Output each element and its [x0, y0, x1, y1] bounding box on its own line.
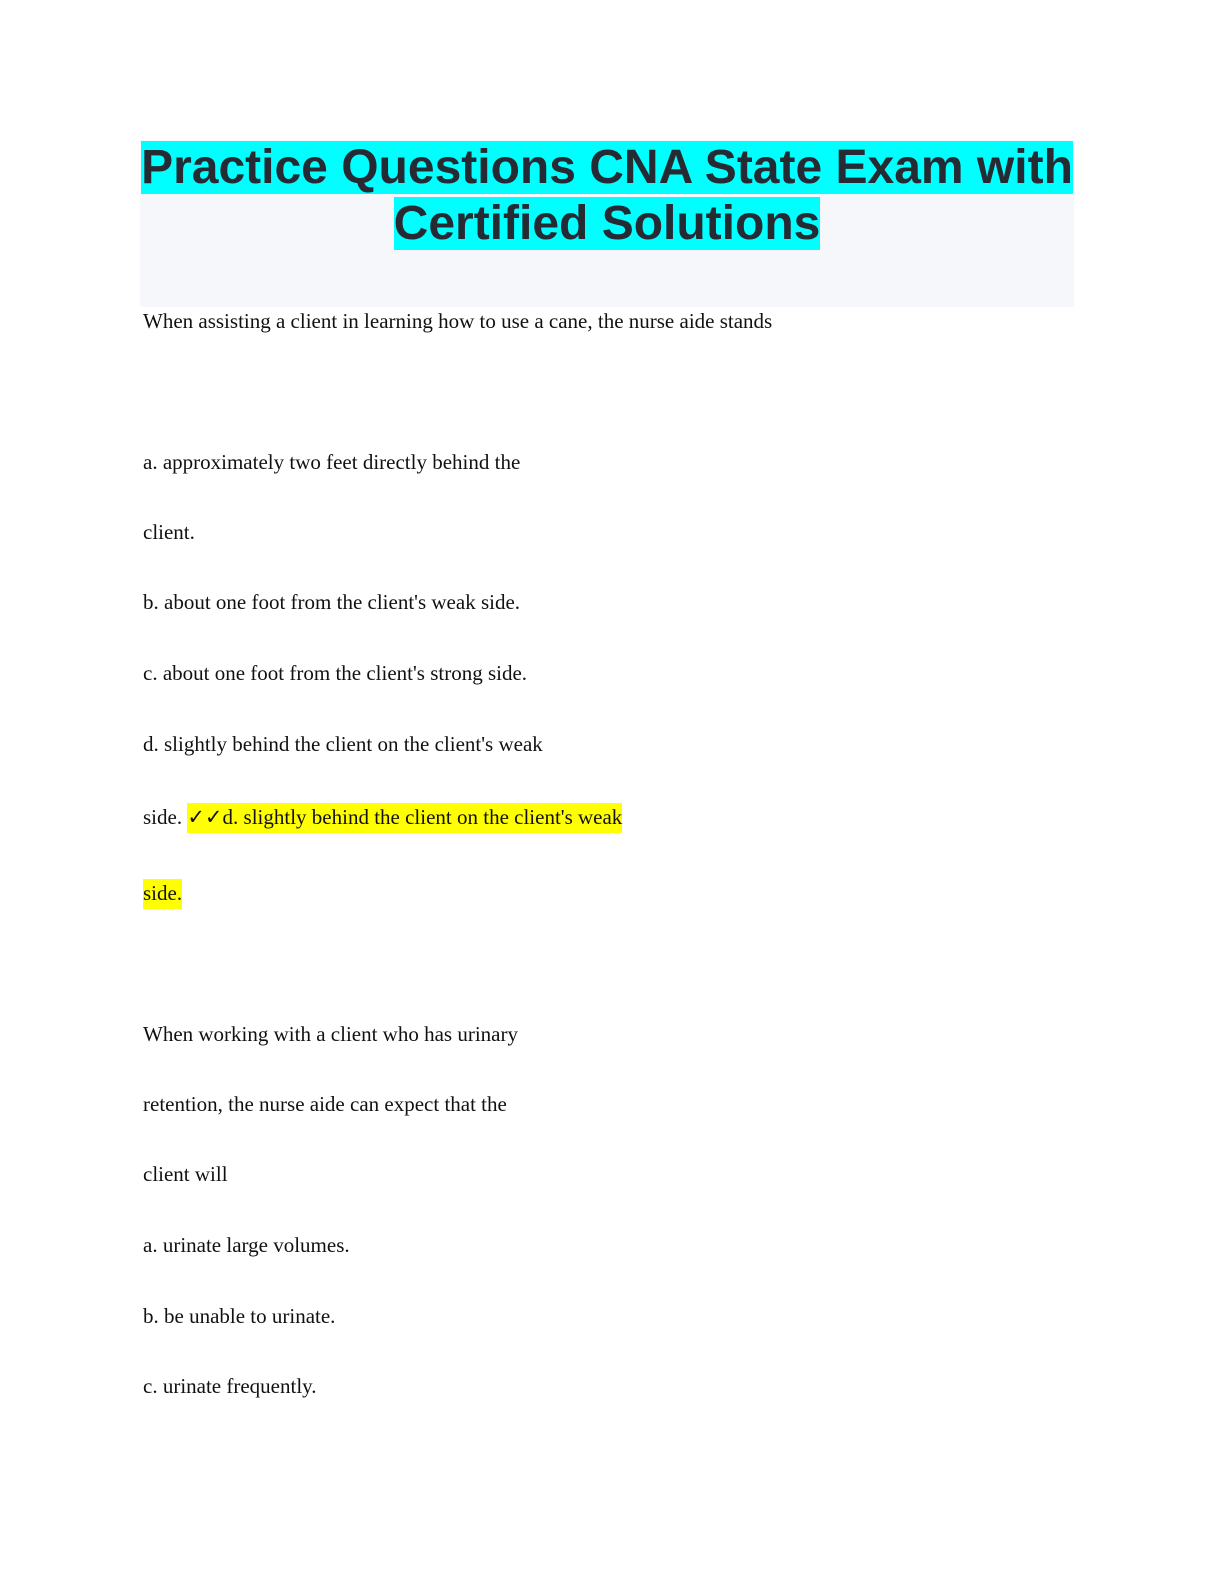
answer-highlight-cont: side.	[143, 879, 182, 909]
check-icon: ✓✓	[187, 805, 223, 829]
question-1-option-d: d. slightly behind the client on the client's weak	[143, 732, 543, 756]
question-2-stem-line-1: When working with a client who has urinary	[143, 1022, 518, 1046]
title-line-1: Practice Questions CNA State Exam with	[141, 141, 1073, 194]
question-2-option-c: c. urinate frequently.	[143, 1374, 317, 1398]
question-2-option-b: b. be unable to urinate.	[143, 1304, 336, 1328]
question-1-answer-text: d. slightly behind the client on the client's weak	[222, 805, 623, 829]
title-line-2: Certified Solutions	[393, 197, 821, 250]
question-1-answer-line	[143, 803, 622, 831]
answer-highlight	[187, 803, 622, 833]
question-1-option-a-cont: client.	[143, 520, 195, 544]
page-title	[140, 140, 1074, 252]
question-1-answer-line-2	[143, 879, 182, 907]
question-2-stem-line-3: client will	[143, 1162, 228, 1186]
title-block	[140, 140, 1074, 307]
question-2-stem-line-2: retention, the nurse aide can expect that the	[143, 1092, 507, 1116]
question-1-option-b: b. about one foot from the client's weak side.	[143, 590, 521, 614]
question-1-option-d-cont: side.	[143, 805, 188, 829]
question-1-option-a: a. approximately two feet directly behind the	[143, 450, 521, 474]
question-1-option-c: c. about one foot from the client's strong side.	[143, 661, 528, 685]
question-2-option-a: a. urinate large volumes.	[143, 1233, 350, 1257]
question-1-stem: When assisting a client in learning how to use a cane, the nurse aide stands	[143, 309, 773, 333]
